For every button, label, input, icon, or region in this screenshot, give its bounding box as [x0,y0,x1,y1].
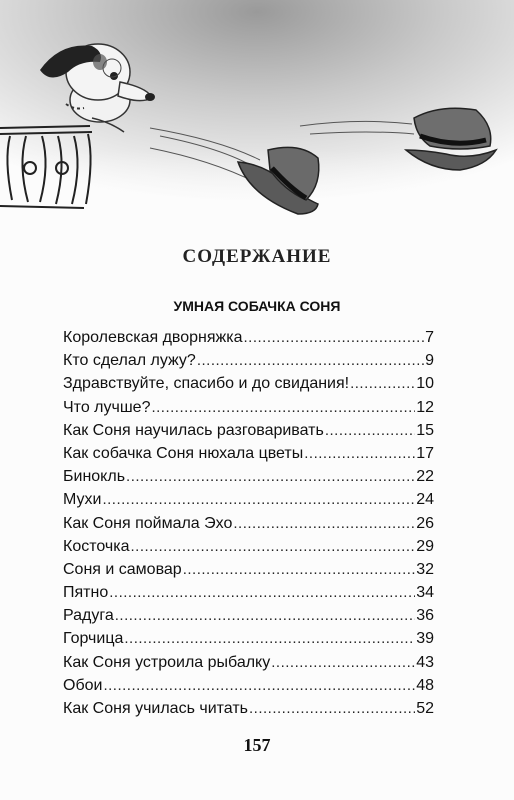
leader-dots [183,558,416,581]
toc-entry-page: 29 [416,537,434,555]
leader-dots [233,512,415,535]
toc-entry-page: 48 [416,676,434,694]
toc-entry[interactable] [63,627,434,650]
toc-entry-page: 39 [416,630,434,648]
leader-dots [103,674,415,697]
leader-dots [325,419,415,442]
leader-dots [109,581,415,604]
toc-entry-title: Как Соня училась читать [63,700,248,717]
toc-entry-page: 36 [416,607,434,625]
toc-entry[interactable] [63,349,434,372]
toc-entry-title: Обои [63,676,103,694]
leader-dots [126,465,415,488]
toc-entry-title: Косточка [63,537,130,555]
toc-entry-page: 10 [416,375,434,393]
toc-entry-page: 43 [416,653,434,671]
toc-entry-title: Горчица [63,630,124,648]
toc-entry-page: 9 [425,352,434,370]
toc-entry[interactable] [63,372,434,395]
toc-entry-page: 17 [416,444,434,462]
leader-dots [115,604,415,627]
page-heading: СОДЕРЖАНИЕ [182,246,332,267]
toc-entry[interactable] [63,326,434,349]
toc-entry-page: 24 [416,491,434,509]
toc-entry-title: Мухи [63,491,102,509]
toc-entry-page: 52 [416,700,434,717]
toc-entry-title: Кто сделал лужу? [63,352,196,370]
leader-dots [151,396,415,419]
leader-dots [271,651,415,674]
table-of-contents [63,326,434,720]
section-title: УМНАЯ СОБАЧКА СОНЯ [173,298,341,314]
toc-entry-page: 7 [425,329,434,346]
leader-dots [131,535,416,558]
toc-entry[interactable] [63,581,434,604]
toc-entry[interactable] [63,674,434,697]
leader-dots [124,627,415,650]
toc-entry-title: Соня и самовар [63,560,182,578]
leader-dots [243,326,424,349]
leader-dots [197,349,424,372]
toc-entry[interactable] [63,465,434,488]
toc-entry[interactable] [63,697,434,720]
toc-entry-title: Бинокль [63,468,126,486]
toc-entry[interactable] [63,535,434,558]
toc-entry-title: Здравствуйте, спасибо и до свидания! [63,375,350,393]
toc-entry-page: 32 [416,560,434,578]
toc-entry-title: Пятно [63,584,109,602]
toc-entry[interactable] [63,488,434,511]
toc-entry-page: 15 [416,421,434,439]
page-number: 157 [243,735,271,755]
toc-entry-page: 26 [416,514,434,532]
toc-entry-page: 12 [416,398,434,416]
toc-entry[interactable] [63,604,434,627]
toc-entry[interactable] [63,419,434,442]
toc-entry-title: Что лучше? [63,398,151,416]
toc-entry-title: Как Соня устроила рыбалку [63,653,271,671]
toc-entry[interactable] [63,442,434,465]
toc-entry-title: Королевская дворняжка [63,329,243,346]
leader-dots [304,442,415,465]
toc-entry-page: 34 [416,584,434,602]
leader-dots [350,372,415,395]
toc-entry-page: 22 [416,468,434,486]
leader-dots [249,697,415,720]
toc-entry-title: Как собачка Соня нюхала цветы [63,444,304,462]
toc-entry-title: Как Соня научилась разговаривать [63,421,324,439]
toc-entry[interactable] [63,558,434,581]
leader-dots [102,488,415,511]
toc-entry[interactable] [63,396,434,419]
illustration [0,0,514,240]
toc-entry[interactable] [63,651,434,674]
toc-entry[interactable] [63,512,434,535]
toc-entry-title: Радуга [63,607,114,625]
toc-entry-title: Как Соня поймала Эхо [63,514,233,532]
